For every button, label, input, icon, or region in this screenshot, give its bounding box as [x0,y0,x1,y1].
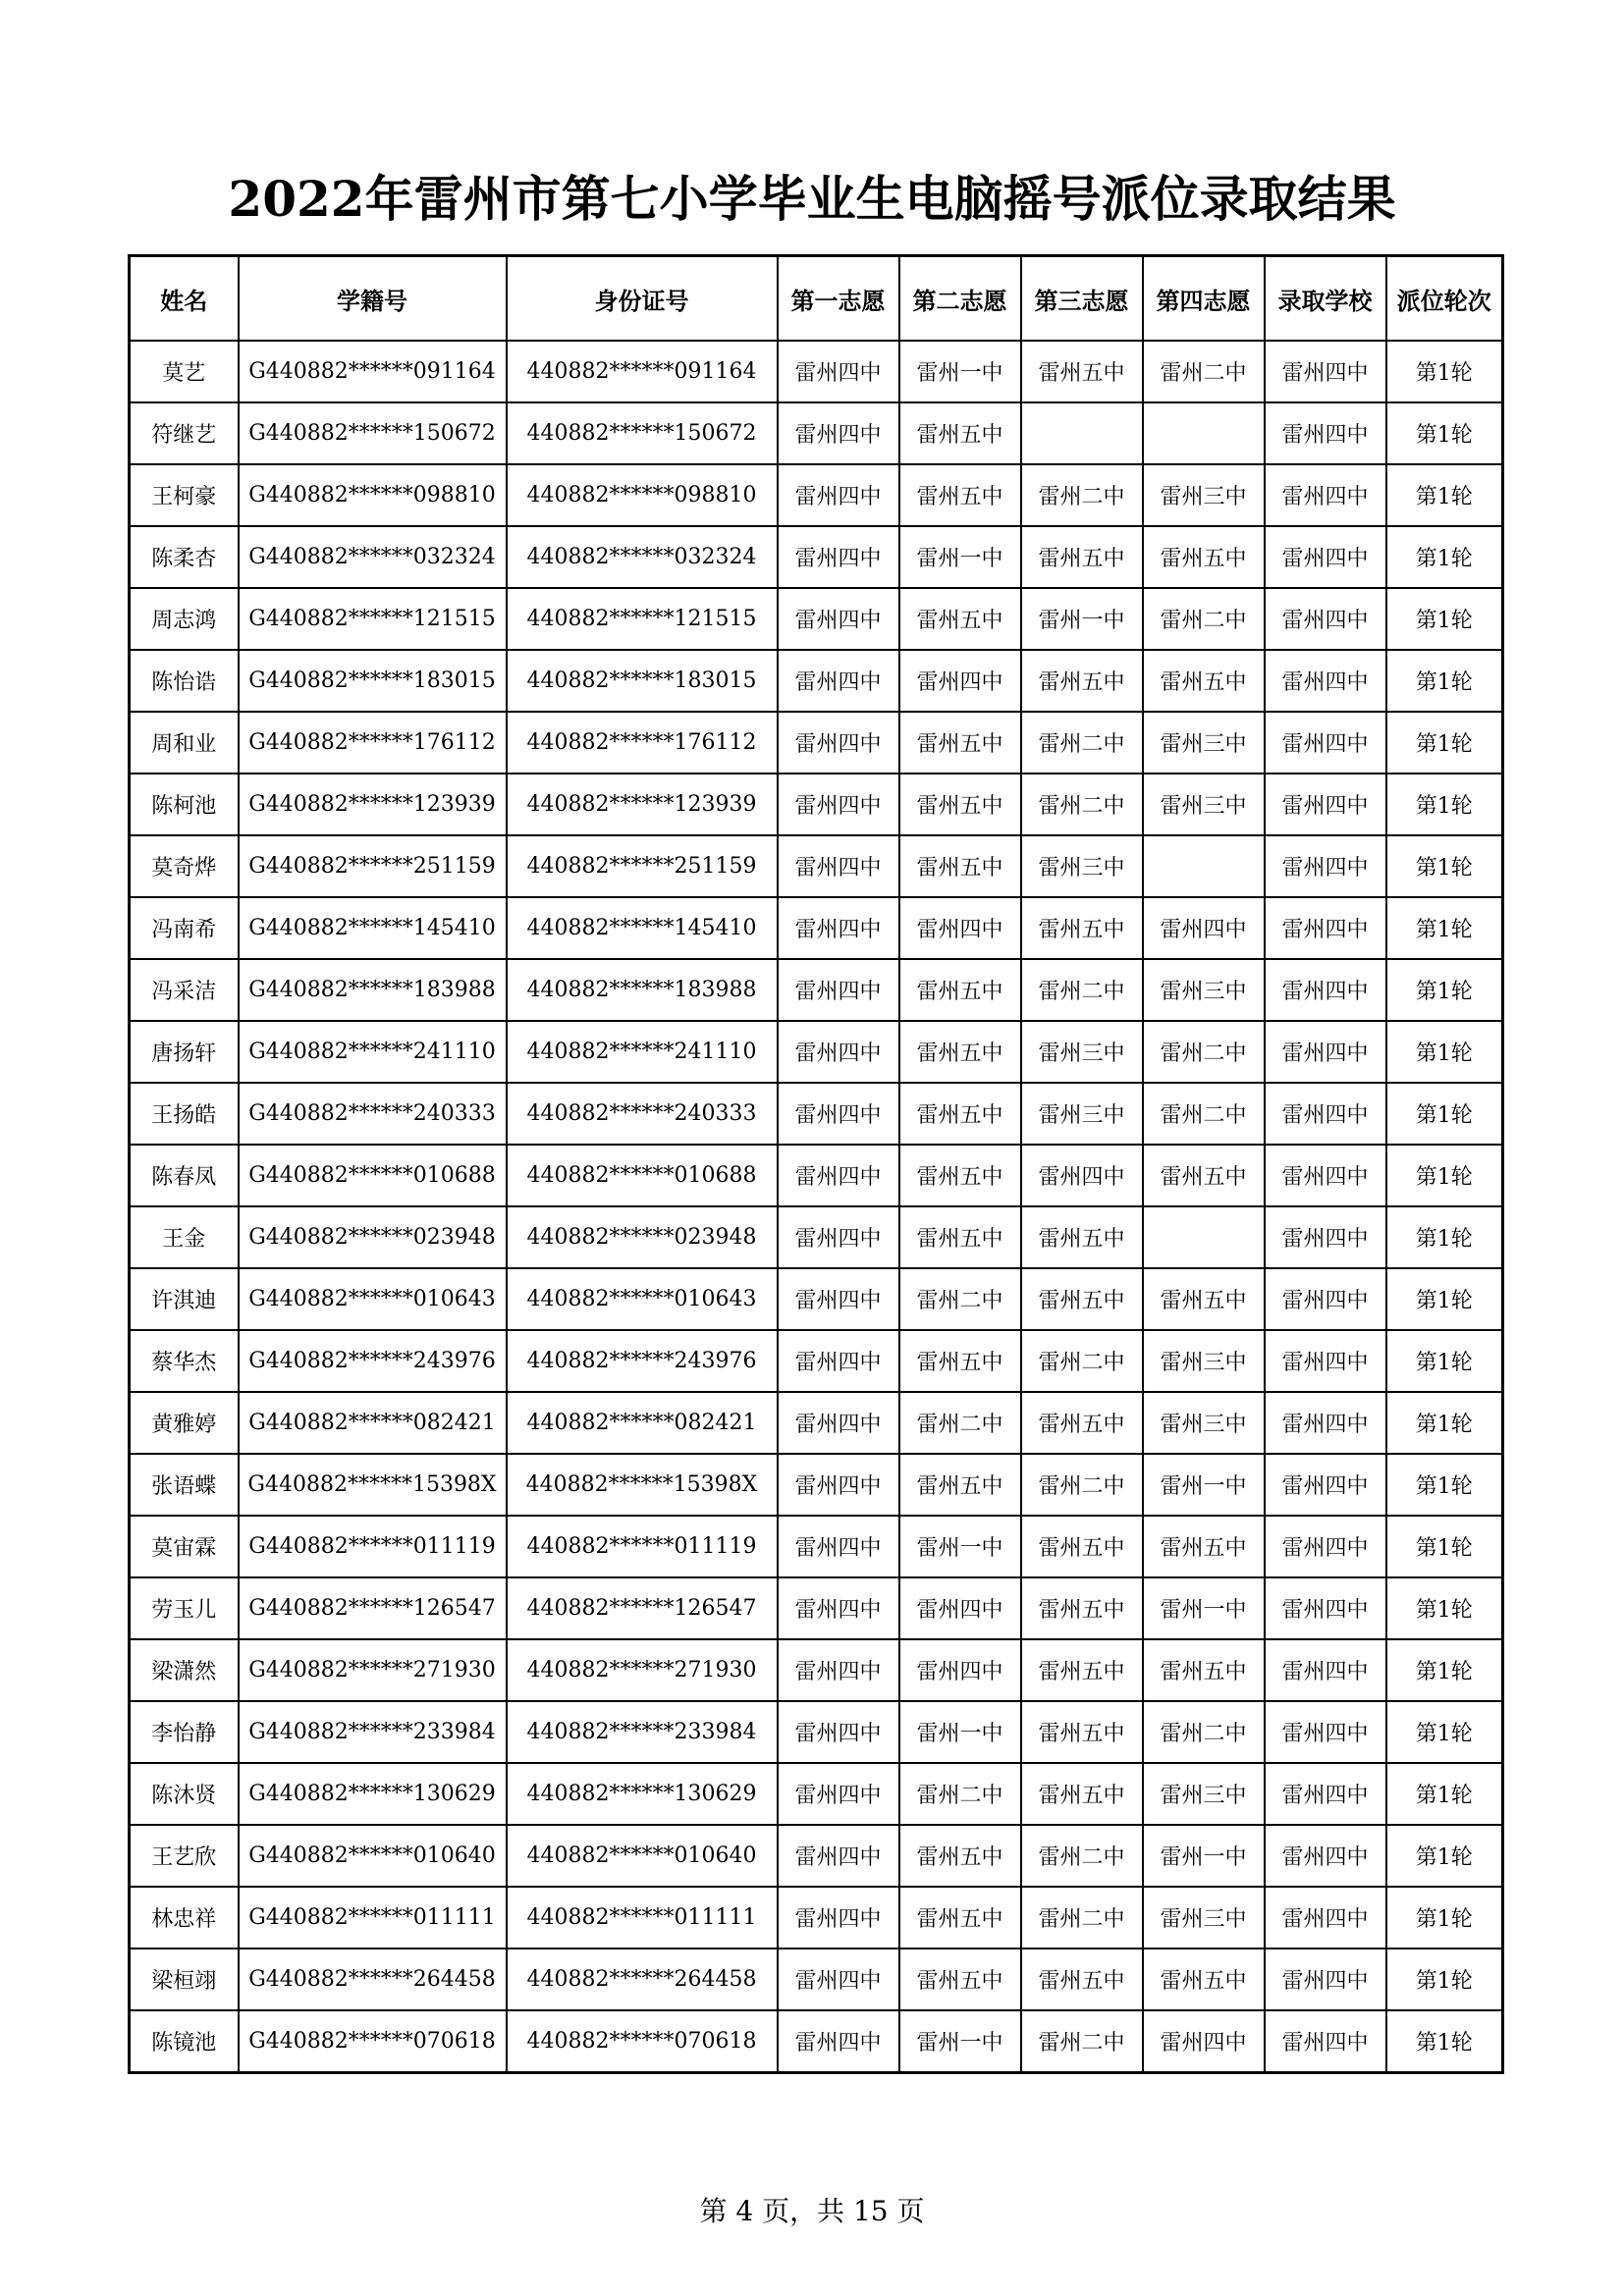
admitted-school-cell: 雷州四中 [1265,1763,1386,1825]
admitted-school-cell: 雷州四中 [1265,464,1386,526]
admitted-school-cell: 雷州四中 [1265,835,1386,897]
allocation-round-cell: 第1轮 [1386,1392,1503,1454]
student-name-cell: 劳玉儿 [130,1577,239,1639]
choice-2-cell: 雷州四中 [899,1577,1021,1639]
admitted-school-cell: 雷州四中 [1265,402,1386,464]
choice-4-cell: 雷州五中 [1143,1516,1265,1577]
choice-1-cell: 雷州四中 [778,1145,899,1206]
id-card-number-cell: 440882******271930 [507,1639,778,1701]
student-id-cell: G440882******176112 [239,712,507,774]
admitted-school-cell: 雷州四中 [1265,1145,1386,1206]
student-id-cell: G440882******233984 [239,1701,507,1763]
choice-2-cell: 雷州五中 [899,835,1021,897]
table-row [130,2010,1503,2073]
choice-4-cell: 雷州三中 [1143,959,1265,1021]
allocation-round-cell: 第1轮 [1386,1825,1503,1887]
header-choice-3: 第三志愿 [1021,256,1143,342]
allocation-round-cell: 第1轮 [1386,712,1503,774]
student-id-cell: G440882******251159 [239,835,507,897]
choice-3-cell [1021,402,1143,464]
table-row [130,774,1503,835]
student-id-cell: G440882******010688 [239,1145,507,1206]
id-card-number-cell: 440882******032324 [507,526,778,588]
student-name-cell: 李怡静 [130,1701,239,1763]
admitted-school-cell: 雷州四中 [1265,897,1386,959]
student-name-cell: 符继艺 [130,402,239,464]
student-id-cell: G440882******183015 [239,650,507,712]
choice-1-cell: 雷州四中 [778,464,899,526]
admitted-school-cell: 雷州四中 [1265,1825,1386,1887]
choice-2-cell: 雷州五中 [899,1454,1021,1516]
choice-4-cell: 雷州三中 [1143,1392,1265,1454]
choice-3-cell: 雷州二中 [1021,959,1143,1021]
allocation-round-cell: 第1轮 [1386,1083,1503,1145]
choice-3-cell: 雷州三中 [1021,1083,1143,1145]
admitted-school-cell: 雷州四中 [1265,1083,1386,1145]
choice-1-cell: 雷州四中 [778,650,899,712]
choice-4-cell [1143,402,1265,464]
choice-2-cell: 雷州一中 [899,2010,1021,2073]
student-name-cell: 王金 [130,1206,239,1268]
student-id-cell: G440882******240333 [239,1083,507,1145]
choice-3-cell: 雷州五中 [1021,1206,1143,1268]
choice-2-cell: 雷州五中 [899,1021,1021,1083]
choice-1-cell: 雷州四中 [778,526,899,588]
id-card-number-cell: 440882******091164 [507,341,778,402]
student-name-cell: 许淇迪 [130,1268,239,1330]
admitted-school-cell: 雷州四中 [1265,1577,1386,1639]
student-name-cell: 莫宙霖 [130,1516,239,1577]
choice-1-cell: 雷州四中 [778,1825,899,1887]
choice-1-cell: 雷州四中 [778,1516,899,1577]
choice-3-cell: 雷州五中 [1021,1763,1143,1825]
table-row [130,1392,1503,1454]
student-id-cell: G440882******010640 [239,1825,507,1887]
student-id-cell: G440882******264458 [239,1949,507,2010]
id-card-number-cell: 440882******183988 [507,959,778,1021]
id-card-number-cell: 440882******010643 [507,1268,778,1330]
student-name-cell: 梁潇然 [130,1639,239,1701]
choice-4-cell: 雷州三中 [1143,712,1265,774]
choice-3-cell: 雷州四中 [1021,1145,1143,1206]
choice-4-cell: 雷州一中 [1143,1825,1265,1887]
choice-3-cell: 雷州二中 [1021,1330,1143,1392]
table-row [130,1577,1503,1639]
table-row [130,1825,1503,1887]
choice-2-cell: 雷州五中 [899,774,1021,835]
id-card-number-cell: 440882******241110 [507,1021,778,1083]
student-id-cell: G440882******091164 [239,341,507,402]
table-row [130,464,1503,526]
table-row [130,650,1503,712]
id-card-number-cell: 440882******126547 [507,1577,778,1639]
student-id-cell: G440882******011119 [239,1516,507,1577]
choice-1-cell: 雷州四中 [778,1639,899,1701]
student-name-cell: 莫奇烨 [130,835,239,897]
allocation-round-cell: 第1轮 [1386,402,1503,464]
choice-2-cell: 雷州一中 [899,1516,1021,1577]
allocation-round-cell: 第1轮 [1386,1949,1503,2010]
choice-4-cell: 雷州三中 [1143,1330,1265,1392]
choice-3-cell: 雷州二中 [1021,2010,1143,2073]
allocation-round-cell: 第1轮 [1386,1887,1503,1949]
id-card-number-cell: 440882******240333 [507,1083,778,1145]
allocation-round-cell: 第1轮 [1386,774,1503,835]
choice-1-cell: 雷州四中 [778,959,899,1021]
choice-4-cell: 雷州三中 [1143,464,1265,526]
allocation-round-cell: 第1轮 [1386,341,1503,402]
id-card-number-cell: 440882******233984 [507,1701,778,1763]
student-name-cell: 蔡华杰 [130,1330,239,1392]
student-id-cell: G440882******183988 [239,959,507,1021]
student-name-cell: 周和业 [130,712,239,774]
student-name-cell: 王艺欣 [130,1825,239,1887]
table-body [130,341,1503,2073]
choice-2-cell: 雷州二中 [899,1268,1021,1330]
choice-3-cell: 雷州二中 [1021,774,1143,835]
choice-3-cell: 雷州五中 [1021,650,1143,712]
choice-1-cell: 雷州四中 [778,774,899,835]
student-id-cell: G440882******121515 [239,588,507,650]
allocation-round-cell: 第1轮 [1386,1330,1503,1392]
allocation-round-cell: 第1轮 [1386,1145,1503,1206]
student-id-cell: G440882******271930 [239,1639,507,1701]
student-id-cell: G440882******098810 [239,464,507,526]
choice-3-cell: 雷州五中 [1021,1577,1143,1639]
table-row [130,1887,1503,1949]
student-name-cell: 唐扬轩 [130,1021,239,1083]
choice-3-cell: 雷州五中 [1021,1516,1143,1577]
choice-4-cell: 雷州五中 [1143,1145,1265,1206]
admitted-school-cell: 雷州四中 [1265,1639,1386,1701]
id-card-number-cell: 440882******070618 [507,2010,778,2073]
student-name-cell: 冯南希 [130,897,239,959]
choice-2-cell: 雷州五中 [899,1825,1021,1887]
page-footer: 第 4 页，共 15 页 [699,2195,925,2227]
student-id-cell: G440882******130629 [239,1763,507,1825]
table-row [130,1763,1503,1825]
student-name-cell: 张语蝶 [130,1454,239,1516]
id-card-number-cell: 440882******150672 [507,402,778,464]
choice-1-cell: 雷州四中 [778,2010,899,2073]
student-id-cell: G440882******241110 [239,1021,507,1083]
student-id-cell: G440882******023948 [239,1206,507,1268]
choice-4-cell: 雷州五中 [1143,1268,1265,1330]
allocation-round-cell: 第1轮 [1386,959,1503,1021]
choice-4-cell: 雷州三中 [1143,1763,1265,1825]
choice-3-cell: 雷州五中 [1021,1639,1143,1701]
table-row [130,1268,1503,1330]
admitted-school-cell: 雷州四中 [1265,1454,1386,1516]
allocation-round-cell: 第1轮 [1386,2010,1503,2073]
admitted-school-cell: 雷州四中 [1265,1206,1386,1268]
choice-3-cell: 雷州五中 [1021,1268,1143,1330]
allocation-round-cell: 第1轮 [1386,1268,1503,1330]
student-name-cell: 陈柯池 [130,774,239,835]
choice-1-cell: 雷州四中 [778,1206,899,1268]
table-row [130,1206,1503,1268]
admitted-school-cell: 雷州四中 [1265,1392,1386,1454]
student-id-cell: G440882******070618 [239,2010,507,2073]
choice-3-cell: 雷州一中 [1021,588,1143,650]
id-card-number-cell: 440882******121515 [507,588,778,650]
header-id-card: 身份证号 [507,256,778,342]
choice-2-cell: 雷州二中 [899,1763,1021,1825]
student-name-cell: 王扬皓 [130,1083,239,1145]
choice-1-cell: 雷州四中 [778,1454,899,1516]
allocation-round-cell: 第1轮 [1386,1206,1503,1268]
header-name: 姓名 [130,256,239,342]
table-row [130,1330,1503,1392]
admitted-school-cell: 雷州四中 [1265,588,1386,650]
choice-3-cell: 雷州三中 [1021,1021,1143,1083]
table-row [130,1516,1503,1577]
student-name-cell: 陈柔杏 [130,526,239,588]
choice-2-cell: 雷州五中 [899,588,1021,650]
choice-3-cell: 雷州五中 [1021,341,1143,402]
choice-2-cell: 雷州五中 [899,1145,1021,1206]
table-row [130,835,1503,897]
admitted-school-cell: 雷州四中 [1265,1516,1386,1577]
choice-2-cell: 雷州五中 [899,959,1021,1021]
student-name-cell: 陈镜池 [130,2010,239,2073]
allocation-round-cell: 第1轮 [1386,1639,1503,1701]
table-header-row [130,256,1503,342]
student-name-cell: 陈春凤 [130,1145,239,1206]
choice-4-cell: 雷州三中 [1143,774,1265,835]
table-row [130,1021,1503,1083]
choice-2-cell: 雷州五中 [899,1206,1021,1268]
choice-1-cell: 雷州四中 [778,1392,899,1454]
choice-2-cell: 雷州四中 [899,897,1021,959]
choice-4-cell: 雷州二中 [1143,588,1265,650]
student-id-cell: G440882******126547 [239,1577,507,1639]
choice-4-cell: 雷州四中 [1143,2010,1265,2073]
id-card-number-cell: 440882******010640 [507,1825,778,1887]
table-row [130,1145,1503,1206]
student-name-cell: 陈沐贤 [130,1763,239,1825]
choice-4-cell: 雷州二中 [1143,1021,1265,1083]
header-choice-1: 第一志愿 [778,256,899,342]
table-row [130,1701,1503,1763]
student-id-cell: G440882******243976 [239,1330,507,1392]
page-title: 2022年雷州市第七小学毕业生电脑摇号派位录取结果 [228,170,1396,228]
choice-4-cell: 雷州五中 [1143,650,1265,712]
id-card-number-cell: 440882******264458 [507,1949,778,2010]
choice-3-cell: 雷州二中 [1021,712,1143,774]
allocation-round-cell: 第1轮 [1386,650,1503,712]
choice-1-cell: 雷州四中 [778,341,899,402]
choice-4-cell: 雷州一中 [1143,1454,1265,1516]
table-row [130,1639,1503,1701]
student-name-cell: 周志鸿 [130,588,239,650]
choice-4-cell: 雷州二中 [1143,1701,1265,1763]
id-card-number-cell: 440882******130629 [507,1763,778,1825]
header-admitted-school: 录取学校 [1265,256,1386,342]
choice-3-cell: 雷州五中 [1021,1949,1143,2010]
choice-4-cell: 雷州四中 [1143,897,1265,959]
choice-1-cell: 雷州四中 [778,897,899,959]
id-card-number-cell: 440882******15398X [507,1454,778,1516]
student-name-cell: 林忠祥 [130,1887,239,1949]
admitted-school-cell: 雷州四中 [1265,1330,1386,1392]
admitted-school-cell: 雷州四中 [1265,774,1386,835]
table-row [130,588,1503,650]
id-card-number-cell: 440882******243976 [507,1330,778,1392]
allocation-round-cell: 第1轮 [1386,1021,1503,1083]
id-card-number-cell: 440882******011111 [507,1887,778,1949]
admitted-school-cell: 雷州四中 [1265,341,1386,402]
student-id-cell: G440882******145410 [239,897,507,959]
choice-3-cell: 雷州二中 [1021,1887,1143,1949]
choice-2-cell: 雷州五中 [899,1083,1021,1145]
choice-2-cell: 雷州四中 [899,650,1021,712]
id-card-number-cell: 440882******123939 [507,774,778,835]
admitted-school-cell: 雷州四中 [1265,2010,1386,2073]
id-card-number-cell: 440882******098810 [507,464,778,526]
table-row [130,959,1503,1021]
choice-3-cell: 雷州五中 [1021,897,1143,959]
header-round: 派位轮次 [1386,256,1503,342]
allocation-round-cell: 第1轮 [1386,1763,1503,1825]
choice-4-cell: 雷州五中 [1143,1949,1265,2010]
choice-2-cell: 雷州五中 [899,712,1021,774]
choice-3-cell: 雷州三中 [1021,835,1143,897]
student-name-cell: 莫艺 [130,341,239,402]
admitted-school-cell: 雷州四中 [1265,1701,1386,1763]
choice-1-cell: 雷州四中 [778,588,899,650]
choice-4-cell: 雷州五中 [1143,526,1265,588]
allocation-round-cell: 第1轮 [1386,526,1503,588]
choice-3-cell: 雷州五中 [1021,526,1143,588]
admitted-school-cell: 雷州四中 [1265,650,1386,712]
allocation-round-cell: 第1轮 [1386,835,1503,897]
id-card-number-cell: 440882******011119 [507,1516,778,1577]
choice-1-cell: 雷州四中 [778,402,899,464]
allocation-round-cell: 第1轮 [1386,1577,1503,1639]
allocation-round-cell: 第1轮 [1386,897,1503,959]
choice-2-cell: 雷州五中 [899,1887,1021,1949]
choice-1-cell: 雷州四中 [778,1268,899,1330]
admitted-school-cell: 雷州四中 [1265,959,1386,1021]
choice-2-cell: 雷州五中 [899,402,1021,464]
allocation-round-cell: 第1轮 [1386,464,1503,526]
choice-3-cell: 雷州二中 [1021,464,1143,526]
admitted-school-cell: 雷州四中 [1265,712,1386,774]
student-id-cell: G440882******032324 [239,526,507,588]
choice-1-cell: 雷州四中 [778,712,899,774]
admitted-school-cell: 雷州四中 [1265,1887,1386,1949]
table-row [130,341,1503,402]
admitted-school-cell: 雷州四中 [1265,526,1386,588]
choice-2-cell: 雷州五中 [899,1330,1021,1392]
header-choice-4: 第四志愿 [1143,256,1265,342]
choice-2-cell: 雷州一中 [899,526,1021,588]
choice-2-cell: 雷州五中 [899,1949,1021,2010]
table-row [130,1949,1503,2010]
allocation-round-cell: 第1轮 [1386,1516,1503,1577]
table-row [130,1454,1503,1516]
allocation-round-cell: 第1轮 [1386,1454,1503,1516]
header-choice-2: 第二志愿 [899,256,1021,342]
choice-2-cell: 雷州二中 [899,1392,1021,1454]
table-row [130,402,1503,464]
choice-4-cell: 雷州二中 [1143,1083,1265,1145]
choice-1-cell: 雷州四中 [778,1021,899,1083]
choice-3-cell: 雷州二中 [1021,1825,1143,1887]
table-row [130,897,1503,959]
id-card-number-cell: 440882******023948 [507,1206,778,1268]
choice-1-cell: 雷州四中 [778,1330,899,1392]
table-row [130,712,1503,774]
admitted-school-cell: 雷州四中 [1265,1021,1386,1083]
choice-2-cell: 雷州四中 [899,1639,1021,1701]
choice-3-cell: 雷州五中 [1021,1701,1143,1763]
choice-4-cell: 雷州一中 [1143,1577,1265,1639]
id-card-number-cell: 440882******183015 [507,650,778,712]
id-card-number-cell: 440882******082421 [507,1392,778,1454]
choice-3-cell: 雷州五中 [1021,1392,1143,1454]
header-student-id: 学籍号 [239,256,507,342]
student-name-cell: 陈怡诰 [130,650,239,712]
choice-1-cell: 雷州四中 [778,1763,899,1825]
choice-1-cell: 雷州四中 [778,1887,899,1949]
admitted-school-cell: 雷州四中 [1265,1268,1386,1330]
student-id-cell: G440882******011111 [239,1887,507,1949]
choice-1-cell: 雷州四中 [778,1083,899,1145]
student-id-cell: G440882******15398X [239,1454,507,1516]
student-id-cell: G440882******082421 [239,1392,507,1454]
admitted-school-cell: 雷州四中 [1265,1949,1386,2010]
student-id-cell: G440882******123939 [239,774,507,835]
choice-2-cell: 雷州一中 [899,1701,1021,1763]
table-row [130,1083,1503,1145]
choice-1-cell: 雷州四中 [778,1701,899,1763]
id-card-number-cell: 440882******010688 [507,1145,778,1206]
allocation-round-cell: 第1轮 [1386,588,1503,650]
choice-2-cell: 雷州一中 [899,341,1021,402]
id-card-number-cell: 440882******145410 [507,897,778,959]
student-id-cell: G440882******010643 [239,1268,507,1330]
student-name-cell: 冯采洁 [130,959,239,1021]
choice-1-cell: 雷州四中 [778,835,899,897]
choice-4-cell: 雷州二中 [1143,341,1265,402]
student-name-cell: 梁桓翊 [130,1949,239,2010]
table-row [130,526,1503,588]
student-name-cell: 黄雅婷 [130,1392,239,1454]
choice-4-cell [1143,835,1265,897]
results-table [128,254,1504,2074]
student-name-cell: 王柯豪 [130,464,239,526]
choice-4-cell [1143,1206,1265,1268]
choice-4-cell: 雷州三中 [1143,1887,1265,1949]
id-card-number-cell: 440882******176112 [507,712,778,774]
student-id-cell: G440882******150672 [239,402,507,464]
choice-1-cell: 雷州四中 [778,1949,899,2010]
choice-4-cell: 雷州五中 [1143,1639,1265,1701]
choice-2-cell: 雷州五中 [899,464,1021,526]
choice-1-cell: 雷州四中 [778,1577,899,1639]
allocation-round-cell: 第1轮 [1386,1701,1503,1763]
choice-3-cell: 雷州二中 [1021,1454,1143,1516]
id-card-number-cell: 440882******251159 [507,835,778,897]
